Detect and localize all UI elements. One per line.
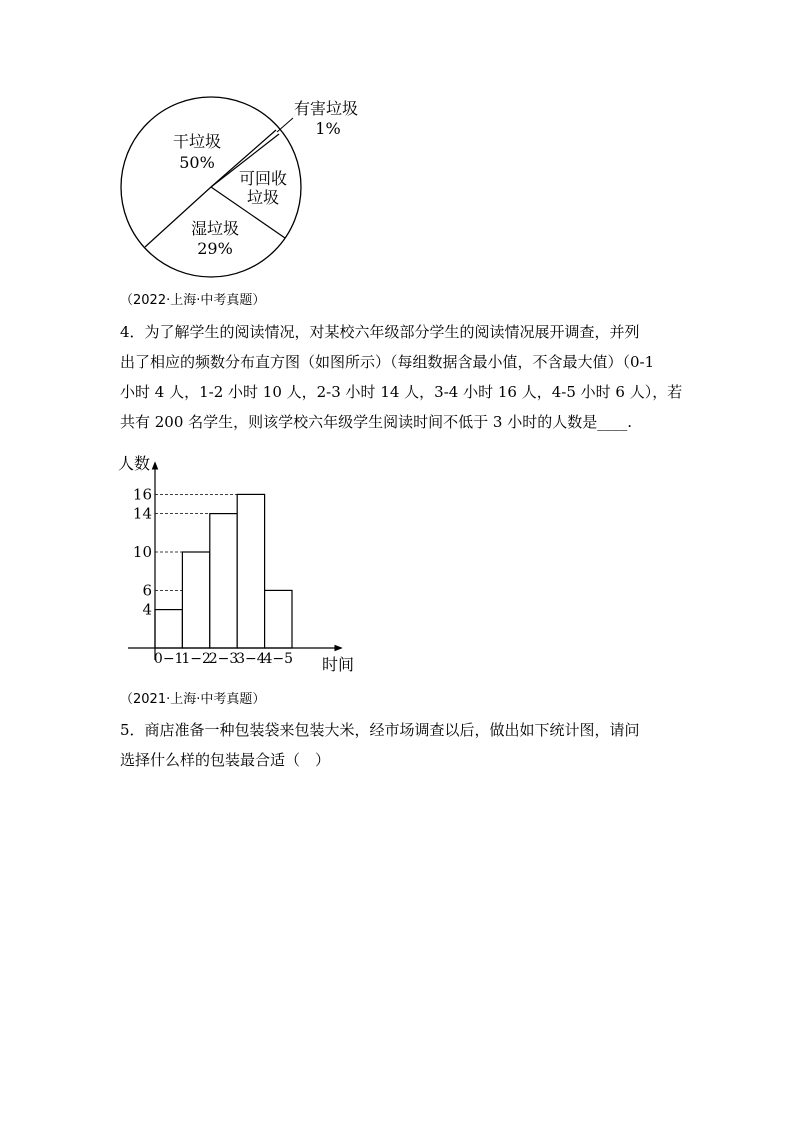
pie-chart bbox=[110, 90, 380, 290]
question-5-text bbox=[120, 715, 705, 775]
slice-label-wet: 湿垃圾 bbox=[190, 219, 240, 238]
slice-pct-wet: 29% bbox=[197, 239, 233, 258]
x-tick-label: 1−2 bbox=[181, 651, 211, 667]
source-citation-2022: （2022·上海·中考真题） bbox=[120, 293, 266, 308]
y-tick-label: 6 bbox=[142, 581, 152, 600]
slice-label-recyclable-1: 可回收 bbox=[238, 169, 288, 188]
slice-pct-dry: 50% bbox=[179, 153, 215, 172]
x-axis-label: 时间 bbox=[322, 655, 355, 674]
y-axis-label: 人数 bbox=[118, 454, 151, 473]
x-tick-label: 3−4 bbox=[236, 651, 266, 667]
histogram-bar bbox=[210, 514, 237, 648]
question-4-line: 出了相应的频数分布直方图（如图所示）（每组数据含最小值，不含最大值）（0-1 bbox=[120, 353, 655, 371]
question-4-text bbox=[120, 317, 705, 437]
slice-label-dry: 干垃圾 bbox=[172, 132, 222, 151]
x-tick-label: 0−1 bbox=[153, 651, 184, 667]
y-tick-label: 14 bbox=[132, 504, 152, 523]
histogram-bar bbox=[237, 494, 264, 648]
histogram-chart bbox=[115, 450, 365, 680]
pie-divider-wet-dry bbox=[145, 187, 211, 247]
slice-pct-hazardous: 1% bbox=[315, 119, 341, 138]
histogram-bar bbox=[155, 610, 182, 648]
x-tick-label: 2−3 bbox=[208, 651, 239, 667]
y-tick-label: 4 bbox=[142, 600, 152, 619]
y-tick-label: 16 bbox=[132, 485, 152, 504]
question-4-line: 共有 200 名学生，则该学校六年级学生阅读时间不低于 3 小时的人数是____. bbox=[120, 413, 633, 431]
slice-label-recyclable-2: 垃圾 bbox=[246, 188, 280, 207]
hazardous-leader-line bbox=[277, 118, 293, 132]
slice-label-hazardous: 有害垃圾 bbox=[293, 99, 359, 118]
question-5-line: 选择什么样的包装最合适（ ） bbox=[120, 751, 331, 769]
question-4-line: 4．为了解学生的阅读情况，对某校六年级部分学生的阅读情况展开调查，并列 bbox=[120, 323, 640, 341]
y-tick-label: 10 bbox=[132, 543, 152, 561]
x-tick-label: 4−5 bbox=[263, 651, 294, 667]
source-citation-2021: （2021·上海·中考真题） bbox=[120, 692, 266, 707]
histogram-bar bbox=[182, 552, 209, 648]
question-4-line: 小时 4 人，1-2 小时 10 人，2-3 小时 14 人，3-4 小时 16 人，4-5 小时 6 人），若 bbox=[120, 383, 683, 401]
question-5-line: 5．商店准备一种包装袋来包装大米，经市场调查以后，做出如下统计图，请问 bbox=[120, 721, 640, 739]
histogram-bar bbox=[265, 590, 292, 648]
